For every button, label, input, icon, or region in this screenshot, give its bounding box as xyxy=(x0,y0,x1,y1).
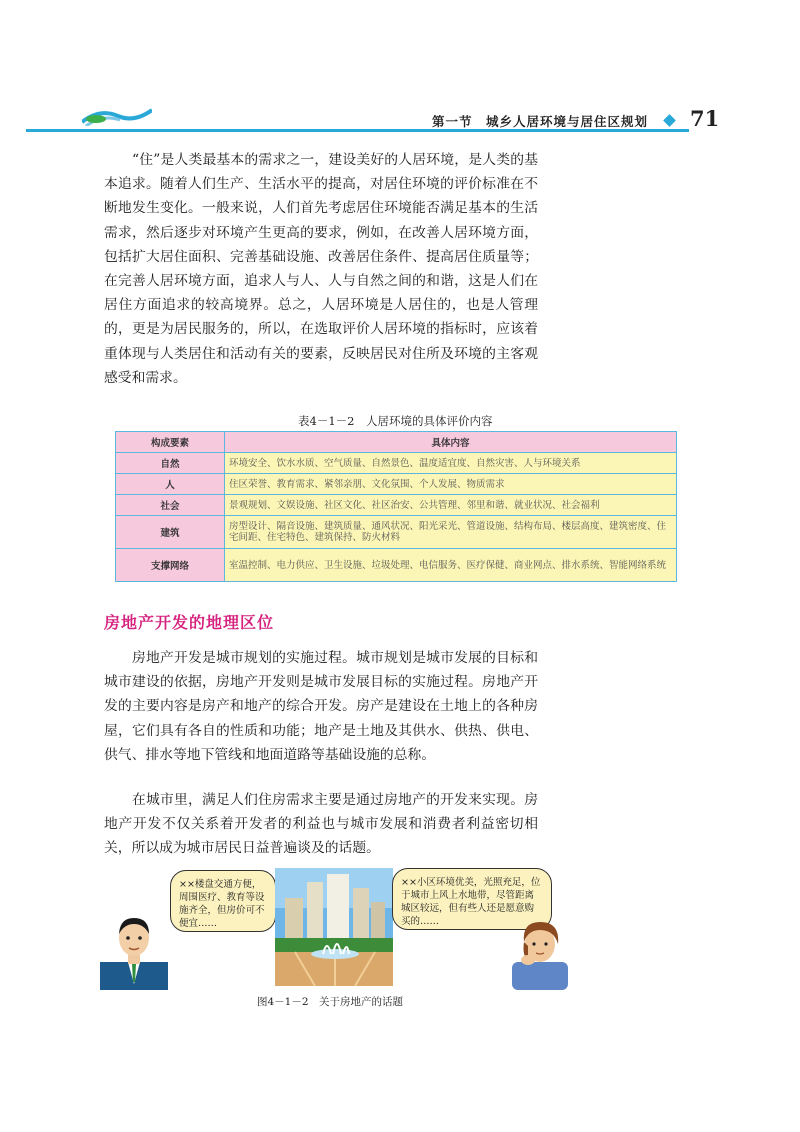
table-row xyxy=(116,516,677,549)
man-illustration xyxy=(100,912,168,990)
header-wave-decoration xyxy=(82,104,152,126)
body-paragraph: 房地产开发是城市规划的实施过程。城市规划是城市发展的目标和城市建设的依据，房地产开发则是城市发展目标的实施过程。房地产开发的主要内容是房产和地产的综合开发。房产是建设在土地上的各种房屋，它们具有各自的性质和功能；地产是土地及其供水、供热、供电、供气、排水等地下管线和地面道路等基础设施的总称。 xyxy=(104,650,538,763)
table-cell-content: 房型设计、隔音设施、建筑质量、通风状况、阳光采光、管道设施、结构布局、楼层高度、建筑密度、住宅间距、住宅特色、建筑保持、防火材料 xyxy=(225,516,677,549)
speech-bubble-left: ××楼盘交通方便，周围医疗、教育等设施齐全，但房价可不便宜…… xyxy=(170,870,276,932)
table-row xyxy=(116,474,677,495)
table-header-element: 构成要素 xyxy=(116,432,225,453)
woman-illustration xyxy=(508,916,572,990)
table-cell-element: 人 xyxy=(116,474,225,495)
table-cell-content: 环境安全、饮水水质、空气质量、自然景色、温度适宜度、自然灾害、人与环境关系 xyxy=(225,453,677,474)
table-cell-element: 自然 xyxy=(116,453,225,474)
table-cell-element: 建筑 xyxy=(116,516,225,549)
table-row xyxy=(116,495,677,516)
intro-paragraph: “住”是人类最基本的需求之一，建设美好的人居环境，是人类的基本追求。随着人们生产、生活水平的提高，对居住环境的评价标准在不断地发生变化。一般来说，人们首先考虑居住环境能否满足基本的生活需求，然后逐步对环境产生更高的要求，例如，在改善人居环境方面，包括扩大居住面积、完善基础设施、改善居住条件、提高居住质量等；在完善人居环境方面，追求人与人、人与自然之间的和谐，这是人们在居住方面追求的较高境界。总之，人居环境是人居住的，也是人管理的，更是为居民服务的，所以，在选取评价人居环境的指标时，应该着重体现与人类居住和活动有关的要素，反映居民对住所及环境的主客观感受和需求。 xyxy=(104,152,538,386)
table-cell-content: 景观规划、文娱设施、社区文化、社区治安、公共管理、邻里和谐、就业状况、社会福利 xyxy=(225,495,677,516)
page-number: 71 xyxy=(690,106,720,131)
table-row xyxy=(116,453,677,474)
table-cell-content: 住区荣誉、教育需求、紧邻亲朋、文化氛围、个人发展、物质需求 xyxy=(225,474,677,495)
table-row xyxy=(116,549,677,582)
residential-photo xyxy=(275,868,393,986)
body-paragraph: 在城市里，满足人们住房需求主要是通过房地产的开发来实现。房地产开发不仅关系着开发者的利益也与城市发展和消费者利益密切相关，所以成为城市居民日益普遍谈及的话题。 xyxy=(104,792,538,857)
table-header-content: 具体内容 xyxy=(225,432,677,453)
evaluation-table xyxy=(115,431,677,582)
table-cell-content: 室温控制、电力供应、卫生设施、垃圾处理、电信服务、医疗保健、商业网点、排水系统、智能网络系统 xyxy=(225,549,677,582)
section-heading: 房地产开发的地理区位 xyxy=(104,613,275,632)
table-cell-element: 社会 xyxy=(116,495,225,516)
diamond-icon xyxy=(663,114,676,127)
table-caption: 表4－1－2 人居环境的具体评价内容 xyxy=(298,414,493,428)
speech-bubble-right: ××小区环境优美，光照充足，位于城市上风上水地带，尽管距离城区较远，但有些人还是愿意购买的…… xyxy=(392,868,552,930)
table-cell-element: 支撑网络 xyxy=(116,549,225,582)
running-header-title: 第一节 城乡人居环境与居住区规划 xyxy=(432,114,649,129)
figure-caption: 图4－1－2 关于房地产的话题 xyxy=(257,996,404,1008)
